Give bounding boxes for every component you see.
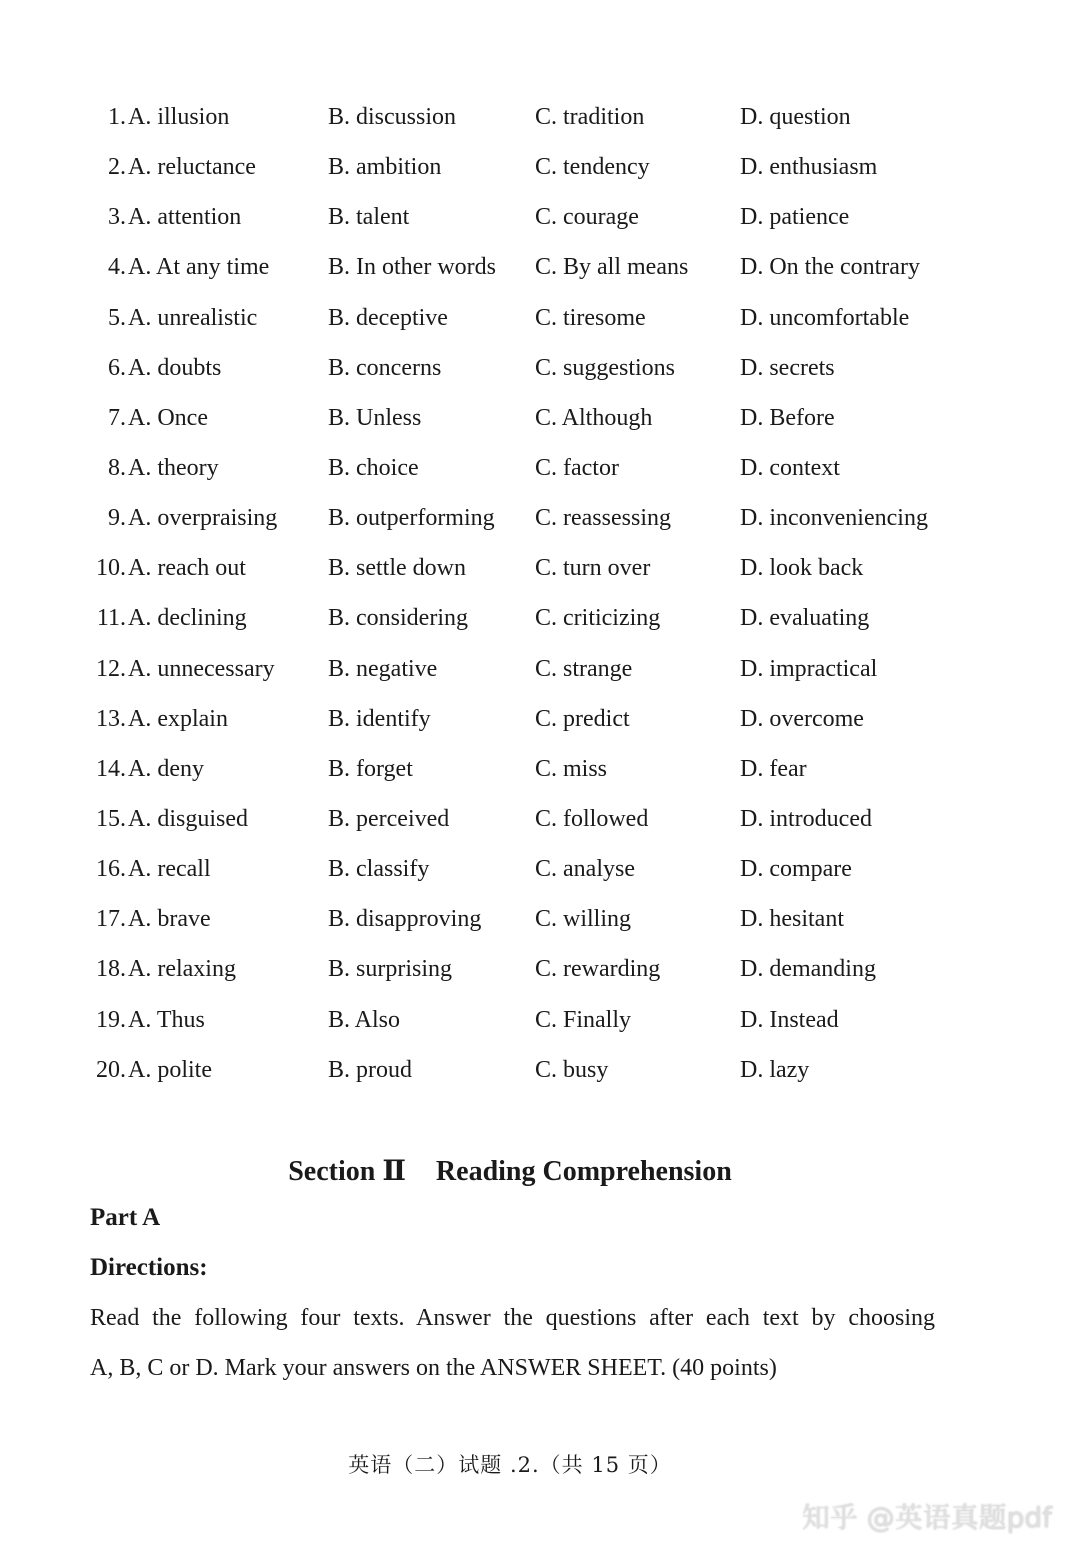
part-heading: Part A	[90, 1204, 161, 1231]
section-heading	[0, 1152, 1020, 1192]
option-c: C. By all means	[535, 254, 689, 281]
option-c: C. factor	[535, 454, 619, 481]
option-c: C. tendency	[535, 154, 650, 181]
question-number: 16.	[96, 856, 126, 883]
option-b: B. Unless	[328, 404, 422, 431]
question-number: 6.	[108, 354, 126, 381]
option-b: B. identify	[328, 705, 431, 732]
option-d: D. lazy	[740, 1056, 810, 1083]
option-d: D. fear	[740, 755, 807, 782]
option-b: B. talent	[328, 204, 410, 231]
option-b: B. ambition	[328, 154, 442, 181]
option-d: D. On the contrary	[740, 254, 920, 281]
question-number: 3.	[108, 204, 126, 231]
option-c: C. tradition	[535, 104, 645, 130]
question-row	[90, 498, 990, 548]
question-number: 8.	[108, 454, 126, 481]
question-row	[90, 298, 990, 348]
question-number: 18.	[96, 956, 126, 983]
option-c: C. suggestions	[535, 354, 676, 381]
question-row	[90, 348, 990, 398]
option-d: D. look back	[740, 555, 864, 582]
option-d: D. impractical	[740, 655, 878, 682]
option-b: B. proud	[328, 1056, 412, 1083]
question-row	[90, 749, 990, 799]
option-c: C. miss	[535, 755, 608, 782]
option-c: C. willing	[535, 906, 632, 933]
question-row	[90, 949, 990, 999]
option-a: A. disguised	[128, 805, 248, 832]
question-number: 15.	[96, 805, 126, 832]
option-c: C. analyse	[535, 856, 635, 883]
directions-text-line-1: Read the following four texts. Answer the questions after each text by choosing	[90, 1305, 935, 1331]
question-row	[90, 899, 990, 949]
question-number: 7.	[108, 404, 126, 431]
question-row	[90, 699, 990, 749]
option-b: B. surprising	[328, 956, 453, 983]
directions-text-line-2: A, B, C or D. Mark your answers on the ANSWER SHEET. (40 points)	[90, 1355, 777, 1381]
option-a: A. At any time	[128, 254, 270, 281]
question-row	[90, 97, 990, 147]
option-b: B. classify	[328, 856, 430, 883]
option-a: A. relaxing	[128, 956, 236, 983]
question-number: 20.	[96, 1056, 126, 1083]
option-d: D. hesitant	[740, 906, 844, 933]
question-number: 10.	[96, 555, 126, 582]
question-number: 11.	[96, 605, 126, 632]
option-d: D. compare	[740, 856, 852, 883]
option-d: D. uncomfortable	[740, 304, 910, 331]
page-footer: 英语（二）试题 .2.（共 15 页）	[348, 1453, 672, 1477]
option-b: B. discussion	[328, 104, 457, 130]
question-number: 1.	[108, 104, 126, 130]
question-number: 2.	[108, 154, 126, 181]
option-a: A. polite	[128, 1056, 212, 1083]
option-d: D. secrets	[740, 354, 835, 381]
option-b: B. considering	[328, 605, 468, 632]
option-a: A. brave	[128, 906, 211, 933]
option-a: A. attention	[128, 204, 242, 231]
option-d: D. Before	[740, 404, 835, 431]
question-row	[90, 448, 990, 498]
option-a: A. unnecessary	[128, 655, 275, 682]
question-number: 12.	[96, 655, 126, 682]
option-c: C. busy	[535, 1056, 609, 1083]
question-number: 9.	[108, 505, 126, 532]
option-b: B. In other words	[328, 254, 496, 281]
option-c: C. followed	[535, 805, 649, 832]
option-c: C. Although	[535, 404, 653, 431]
question-row	[90, 247, 990, 297]
option-a: A. reluctance	[128, 154, 256, 181]
question-row	[90, 1050, 990, 1100]
option-b: B. concerns	[328, 354, 442, 381]
option-a: A. theory	[128, 454, 219, 481]
option-b: B. Also	[328, 1006, 401, 1033]
question-row	[90, 849, 990, 899]
question-number: 4.	[108, 254, 126, 281]
option-a: A. reach out	[128, 555, 246, 582]
question-row	[90, 398, 990, 448]
option-c: C. turn over	[535, 555, 651, 582]
option-a: A. deny	[128, 755, 204, 782]
question-row	[90, 197, 990, 247]
option-d: D. context	[740, 454, 840, 481]
option-c: C. reassessing	[535, 505, 671, 532]
option-b: B. outperforming	[328, 505, 495, 532]
question-row	[90, 598, 990, 648]
option-b: B. forget	[328, 755, 413, 782]
option-c: C. predict	[535, 705, 630, 732]
option-d: D. question	[740, 104, 851, 130]
option-c: C. courage	[535, 204, 639, 231]
section-label: Section Ⅱ	[288, 1156, 406, 1187]
option-d: D. overcome	[740, 705, 864, 732]
question-number: 17.	[96, 906, 126, 933]
option-a: A. declining	[128, 605, 247, 632]
question-row	[90, 1000, 990, 1050]
question-row	[90, 548, 990, 598]
question-list	[90, 97, 990, 1100]
option-a: A. doubts	[128, 354, 222, 381]
option-a: A. recall	[128, 856, 211, 883]
option-d: D. enthusiasm	[740, 154, 878, 181]
option-a: A. Once	[128, 404, 208, 431]
question-number: 14.	[96, 755, 126, 782]
question-row	[90, 799, 990, 849]
option-b: B. deceptive	[328, 304, 448, 331]
watermark: 知乎 @英语真题pdf	[801, 1501, 1052, 1534]
option-a: A. overpraising	[128, 505, 278, 532]
question-row	[90, 649, 990, 699]
option-d: D. introduced	[740, 805, 872, 832]
option-d: D. demanding	[740, 956, 876, 983]
section-title: Reading Comprehension	[435, 1156, 732, 1187]
option-a: A. explain	[128, 705, 228, 732]
directions-heading: Directions:	[90, 1254, 208, 1281]
option-c: C. tiresome	[535, 304, 646, 331]
question-number: 19.	[96, 1006, 126, 1033]
option-d: D. patience	[740, 204, 850, 231]
option-b: B. perceived	[328, 805, 450, 832]
question-row	[90, 147, 990, 197]
option-c: C. rewarding	[535, 956, 661, 983]
option-c: C. Finally	[535, 1006, 632, 1033]
option-c: C. strange	[535, 655, 633, 682]
option-a: A. unrealistic	[128, 304, 258, 331]
option-b: B. negative	[328, 655, 438, 682]
option-c: C. criticizing	[535, 605, 661, 632]
option-d: D. Instead	[740, 1006, 839, 1033]
option-d: D. inconveniencing	[740, 505, 928, 532]
option-b: B. disapproving	[328, 906, 482, 933]
option-b: B. settle down	[328, 555, 466, 582]
option-d: D. evaluating	[740, 605, 870, 632]
option-a: A. illusion	[128, 104, 230, 130]
option-a: A. Thus	[128, 1006, 205, 1033]
question-number: 13.	[96, 705, 126, 732]
option-b: B. choice	[328, 454, 419, 481]
question-number: 5.	[108, 304, 126, 331]
